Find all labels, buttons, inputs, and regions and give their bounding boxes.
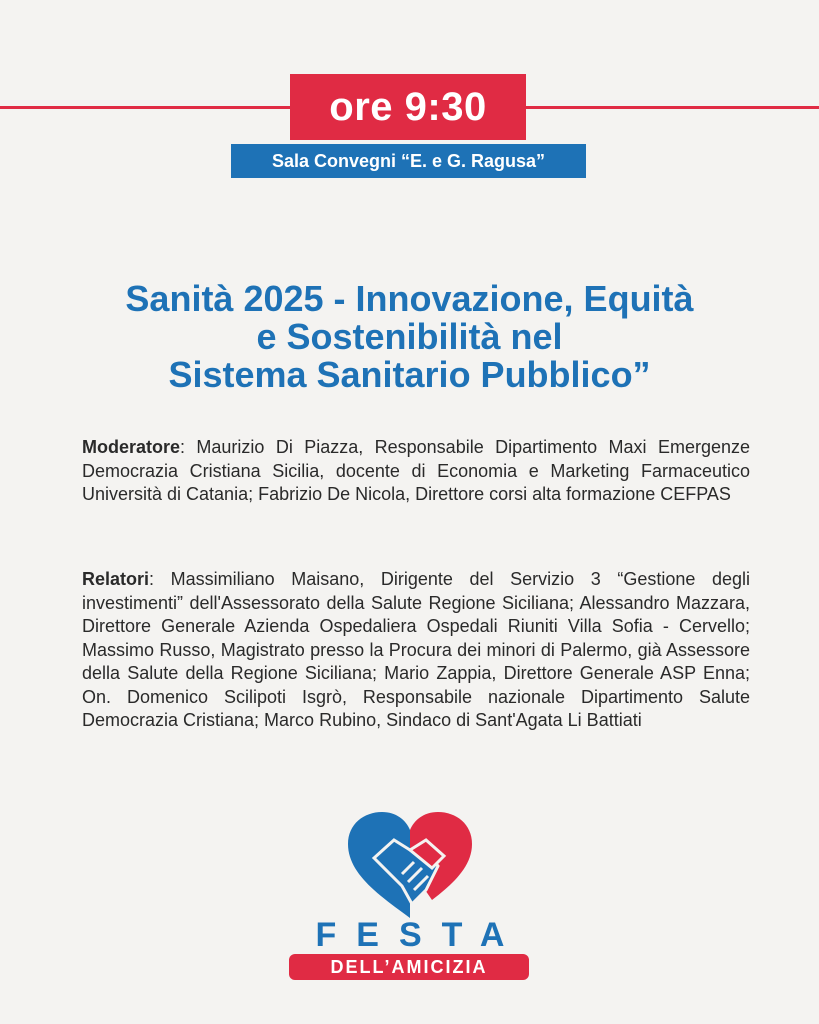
moderator-paragraph bbox=[82, 436, 750, 507]
logo-word-festa: FESTA bbox=[315, 916, 525, 954]
speakers-text: : Massimiliano Maisano, Dirigente del Servizio 3 “Gestione degli investimenti” dell'Assessorato della Salute Regione Siciliana; Alessandro Mazzara, Direttore Generale Azienda Ospedaliera Ospedali Riuniti Villa Sofia - Cervello; Massimo Russo, Magistrato presso la Procura dei minori di Palermo, già Assessore della Salute della Regione Siciliana; Mario Zappia, Direttore Generale ASP Enna; On. Domenico Scilipoti Isgrò, Responsabile nazionale Dipartimento Salute Democrazia Cristiana; Marco Rubino, Sindaco di Sant'Agata Li Battiati bbox=[82, 569, 750, 730]
event-title bbox=[60, 280, 759, 394]
logo-word-amicizia: DELL’AMICIZIA bbox=[289, 954, 529, 980]
title-line: e Sostenibilità nel bbox=[256, 316, 563, 357]
speakers-paragraph bbox=[82, 568, 750, 733]
heart-handshake-logo-icon bbox=[340, 808, 480, 920]
moderator-text: : Maurizio Di Piazza, Responsabile Dipartimento Maxi Emergenze Democrazia Cristiana Sicilia, docente di Economia e Marketing Farmaceutico Università di Catania; Fabrizio De Nicola, Direttore corsi alta formazione CEFPAS bbox=[82, 437, 750, 504]
event-time: ore 9:30 bbox=[290, 74, 526, 140]
moderator-label: Moderatore bbox=[82, 437, 181, 457]
event-venue: Sala Convegni “E. e G. Ragusa” bbox=[231, 144, 586, 178]
title-line: Sanità 2025 - Innovazione, Equità bbox=[125, 278, 694, 319]
title-line: Sistema Sanitario Pubblico” bbox=[168, 354, 651, 395]
speakers-label: Relatori bbox=[82, 569, 150, 589]
